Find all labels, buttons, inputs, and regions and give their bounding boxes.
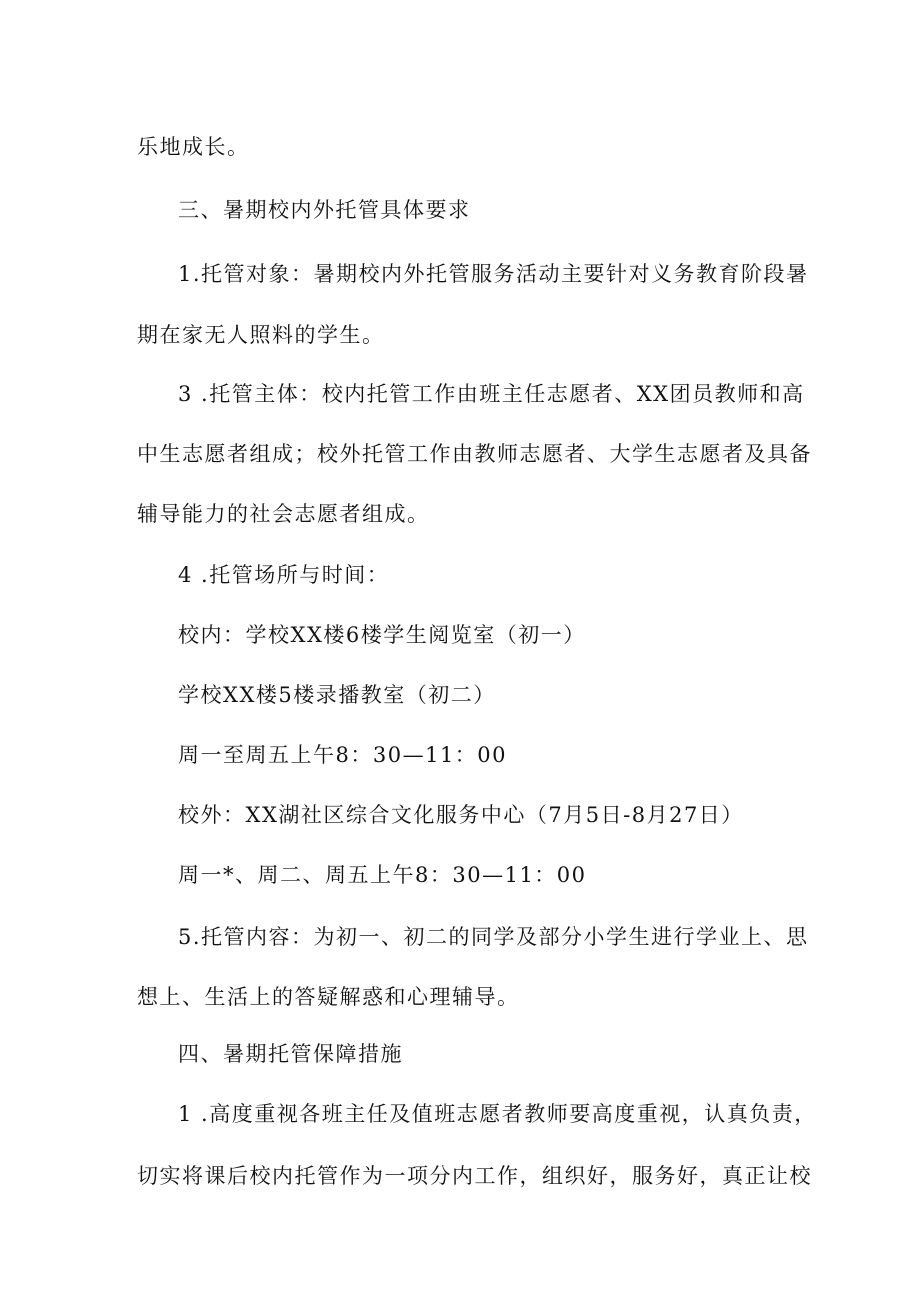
section-heading: 四、暑期托管保障措施 bbox=[178, 1042, 403, 1066]
text-line: 想上、生活上的答疑解惑和心理辅导。 bbox=[137, 985, 520, 1009]
text-line: 期在家无人照料的学生。 bbox=[137, 323, 385, 347]
text-line: 周一至周五上午8：30—11：00 bbox=[178, 743, 508, 767]
text-line: 校内：学校XX楼6楼学生阅览室（初一） bbox=[178, 623, 586, 647]
text-line: 学校XX楼5楼录播教室（初二） bbox=[178, 683, 496, 707]
text-line: 中生志愿者组成；校外托管工作由教师志愿者、大学生志愿者及具备 bbox=[137, 442, 812, 466]
text-line: 4 .托管场所与时间： bbox=[178, 563, 390, 587]
text-line: 1 .高度重视各班主任及值班志愿者教师要高度重视，认真负责， bbox=[178, 1102, 817, 1126]
text-line: 辅导能力的社会志愿者组成。 bbox=[137, 502, 430, 526]
text-line: 校外：XX湖社区综合文化服务中心（7月5日-8月27日） bbox=[178, 803, 744, 827]
text-line: 乐地成长。 bbox=[137, 135, 250, 159]
text-line: 5.托管内容：为初一、初二的同学及部分小学生进行学业上、思 bbox=[178, 925, 809, 949]
text-line: 切实将课后校内托管作为一项分内工作，组织好，服务好，真正让校 bbox=[137, 1164, 812, 1188]
text-line: 1.托管对象：暑期校内外托管服务活动主要针对义务教育阶段暑 bbox=[178, 262, 809, 286]
text-line: 3 .托管主体：校内托管工作由班主任志愿者、XX团员教师和高 bbox=[178, 382, 805, 406]
section-heading: 三、暑期校内外托管具体要求 bbox=[178, 198, 471, 222]
text-line: 周一*、周二、周五上午8：30—11：00 bbox=[178, 863, 587, 887]
